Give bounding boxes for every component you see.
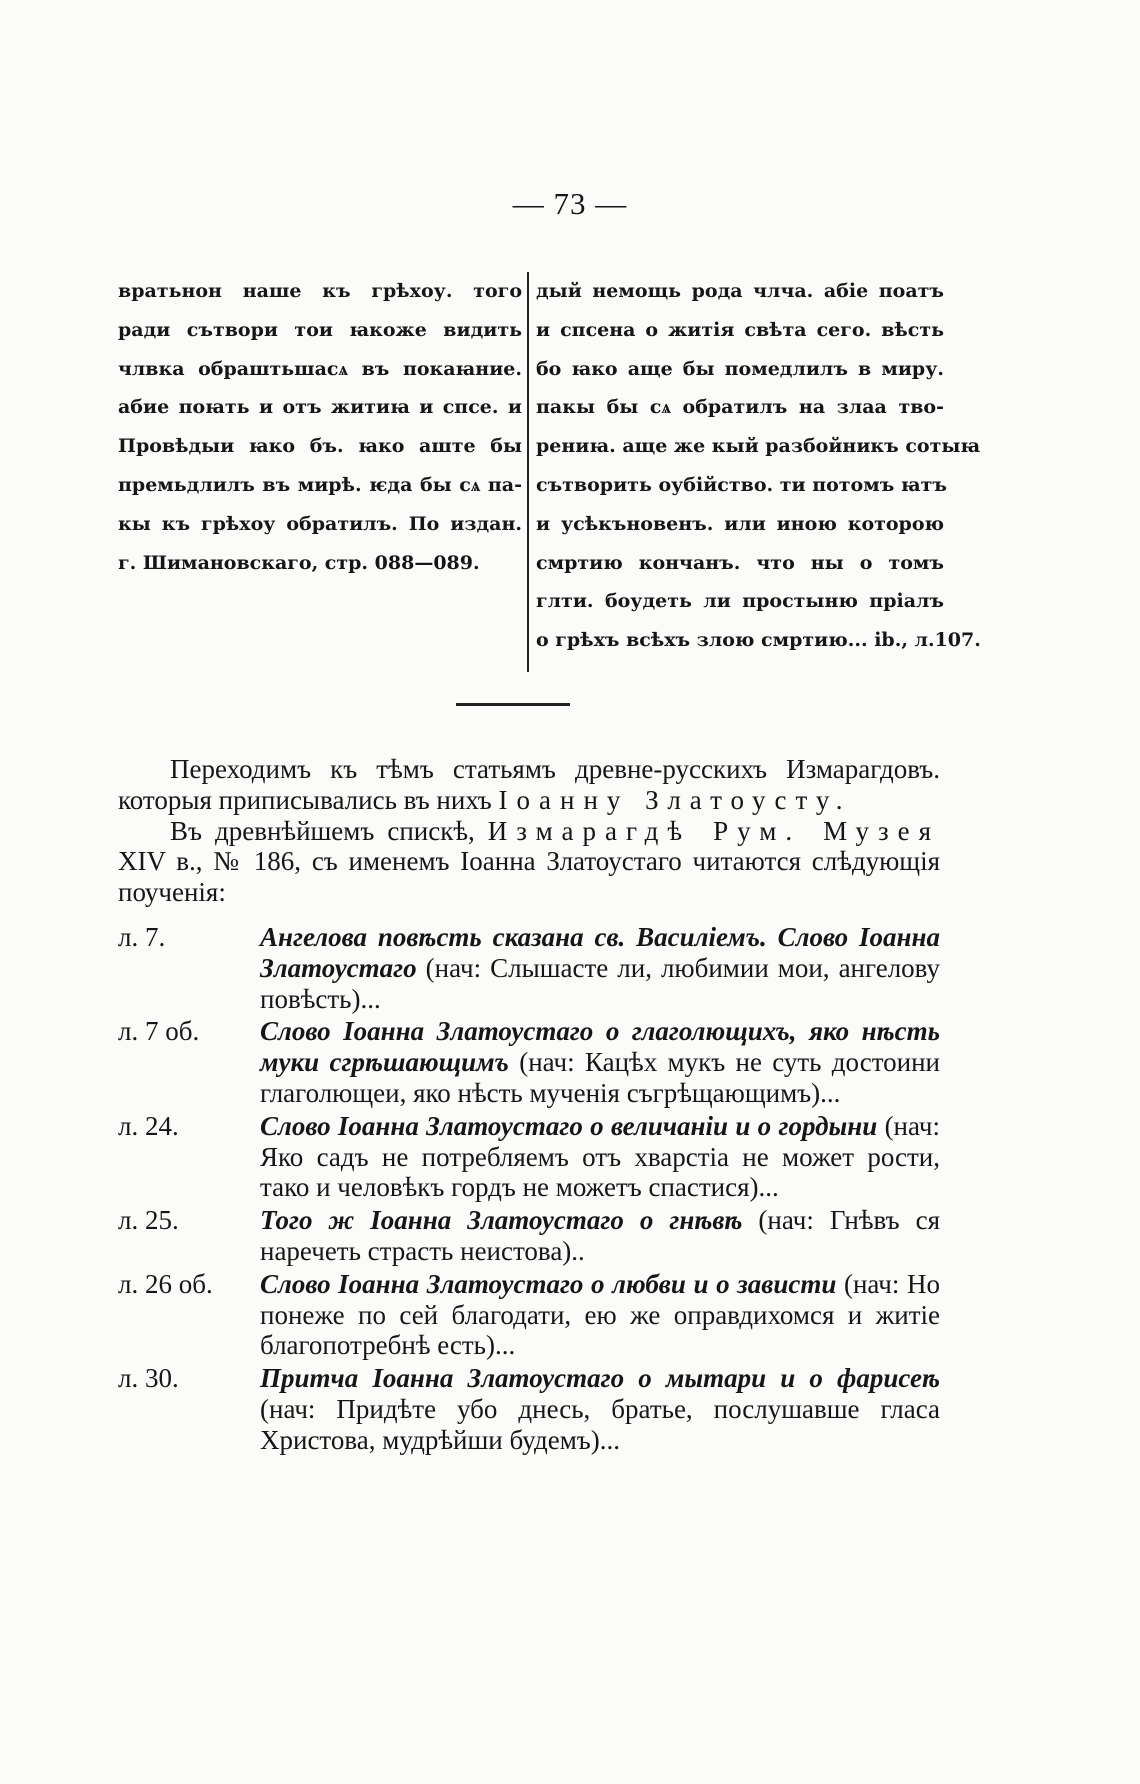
spaced-name: Измарагдѣ Рум. Музея	[487, 815, 941, 846]
right-line: и спсена о житія свѣта сего. вѣсть	[536, 318, 944, 341]
folio-label: л. 25.	[118, 1205, 179, 1236]
entry-text: (нач: Но понеже по сей благодати, ею же оправдихомся и житіе благопотребнѣ есть)...	[260, 1268, 940, 1361]
right-line: сътворить оубійство. ти потомъ ꙗтъ	[536, 473, 947, 496]
entry-text: (нач: Кацѣх мукъ не суть достоини глаголющеи, яко нѣсть мученія съгрѣщающимъ)...	[260, 1047, 940, 1108]
entry-text: (нач: Слышасте ли, любимии мои, ангелову повѣсть)...	[260, 952, 941, 1014]
folio-label: л. 26 об.	[118, 1268, 213, 1299]
main-text	[118, 754, 940, 1458]
folio-label: л. 7.	[118, 921, 166, 952]
right-line: о грѣхъ всѣхъ злою смртию... ib., л.107.	[536, 629, 981, 652]
entry-text: (нач: Придѣте убо днесь, братье, послушавше гласа Христова, мудрѣйши будемъ)...	[260, 1393, 940, 1455]
left-line: Провѣдыи ꙗко бъ. ꙗко аште бы	[118, 435, 522, 458]
column-separator	[527, 272, 529, 672]
right-line: глти. боудеть ли простыню пріалъ	[536, 590, 944, 613]
intro-text: XIV в., № 186, съ именемъ Іоанна Златоустаго читаются слѣдующія поученія:	[118, 846, 940, 908]
page-number: — 73 —	[512, 186, 628, 221]
list-item	[118, 1269, 940, 1361]
list-item	[118, 1111, 940, 1203]
entry-title: Слово Іоанна Златоустаго о глаголющихъ, яко нѣсть муки сгрѣшающимъ	[260, 1016, 940, 1078]
entry-title: Ангелова повѣсть сказана св. Василіемъ. Слово Іоанна Златоустаго	[260, 921, 940, 983]
folio-label: л. 30.	[118, 1363, 179, 1394]
folio-label: л. 7 об.	[118, 1016, 200, 1047]
left-column-quote	[118, 272, 522, 582]
list-item	[118, 922, 940, 1014]
intro-text: Переходимъ къ тѣмъ статьямъ древне-русскихъ Измарагдовъ. которыя приписывались въ нихъ	[118, 754, 940, 815]
entry-text: (нач: Гнѣвъ ся наречеть страсть неистова)..	[260, 1205, 940, 1266]
spaced-name: Іоанну Златоусту.	[498, 784, 852, 815]
folio-label: л. 24.	[118, 1110, 179, 1141]
entry-title: Того ж Іоанна Златоустаго о гнѣвѣ	[260, 1205, 743, 1236]
right-column-quote	[536, 272, 981, 660]
list-item	[118, 1205, 940, 1267]
entry-title: Притча Іоанна Златоустаго о мытари и о фарисеѣ	[260, 1363, 940, 1394]
entry-title: Слово Іоанна Златоустаго о любви и о зависти	[260, 1268, 837, 1299]
entry-title: Слово Іоанна Златоустаго о величаніи и о гордыни	[260, 1110, 878, 1141]
list-item	[118, 1016, 940, 1108]
right-line: дый немощь рода члча. абіе поатъ	[536, 280, 944, 302]
intro-paragraph-2	[118, 816, 940, 908]
left-line: абие поꙗть и отъ житиꙗ и спсе. и	[118, 396, 522, 419]
section-rule	[456, 703, 570, 706]
list-item	[118, 1363, 940, 1455]
right-line: рениꙗ. аще же кый разбойникъ сотыꙗ	[536, 435, 981, 458]
left-line: кы къ грѣхоу обратилъ. По издан.	[118, 512, 522, 535]
right-line: смртию кончанъ. что ны о томъ	[536, 551, 944, 574]
left-line: члвка обраштьшасѧ въ покаꙗние.	[118, 357, 522, 380]
right-line: бо ꙗко аще бы помедлилъ в миру.	[536, 357, 944, 380]
right-line: и усѣкъновенъ. или иною которою	[536, 512, 944, 535]
intro-text: Въ древнѣйшемъ спискѣ,	[170, 815, 475, 846]
two-column-quotes	[118, 272, 981, 672]
left-line: вратьнон наше къ грѣхоу. того	[118, 280, 522, 302]
right-line: пакы бы сѧ обратилъ на злаа тво-	[536, 396, 944, 419]
entry-list	[118, 922, 940, 1456]
intro-paragraph-1	[118, 754, 940, 816]
entry-text: (нач: Яко садъ не потребляемъ отъ хварстіа не может рости, тако и человѣкъ гордъ не можетъ спастися)...	[260, 1110, 940, 1203]
left-line: ради сътвори тои ꙗкоже видить	[118, 318, 522, 341]
left-line: г. Шимановскаго, стр. 088—089.	[118, 551, 480, 574]
left-line: премьдлилъ въ мирѣ. ѥда бы сѧ па-	[118, 473, 522, 496]
